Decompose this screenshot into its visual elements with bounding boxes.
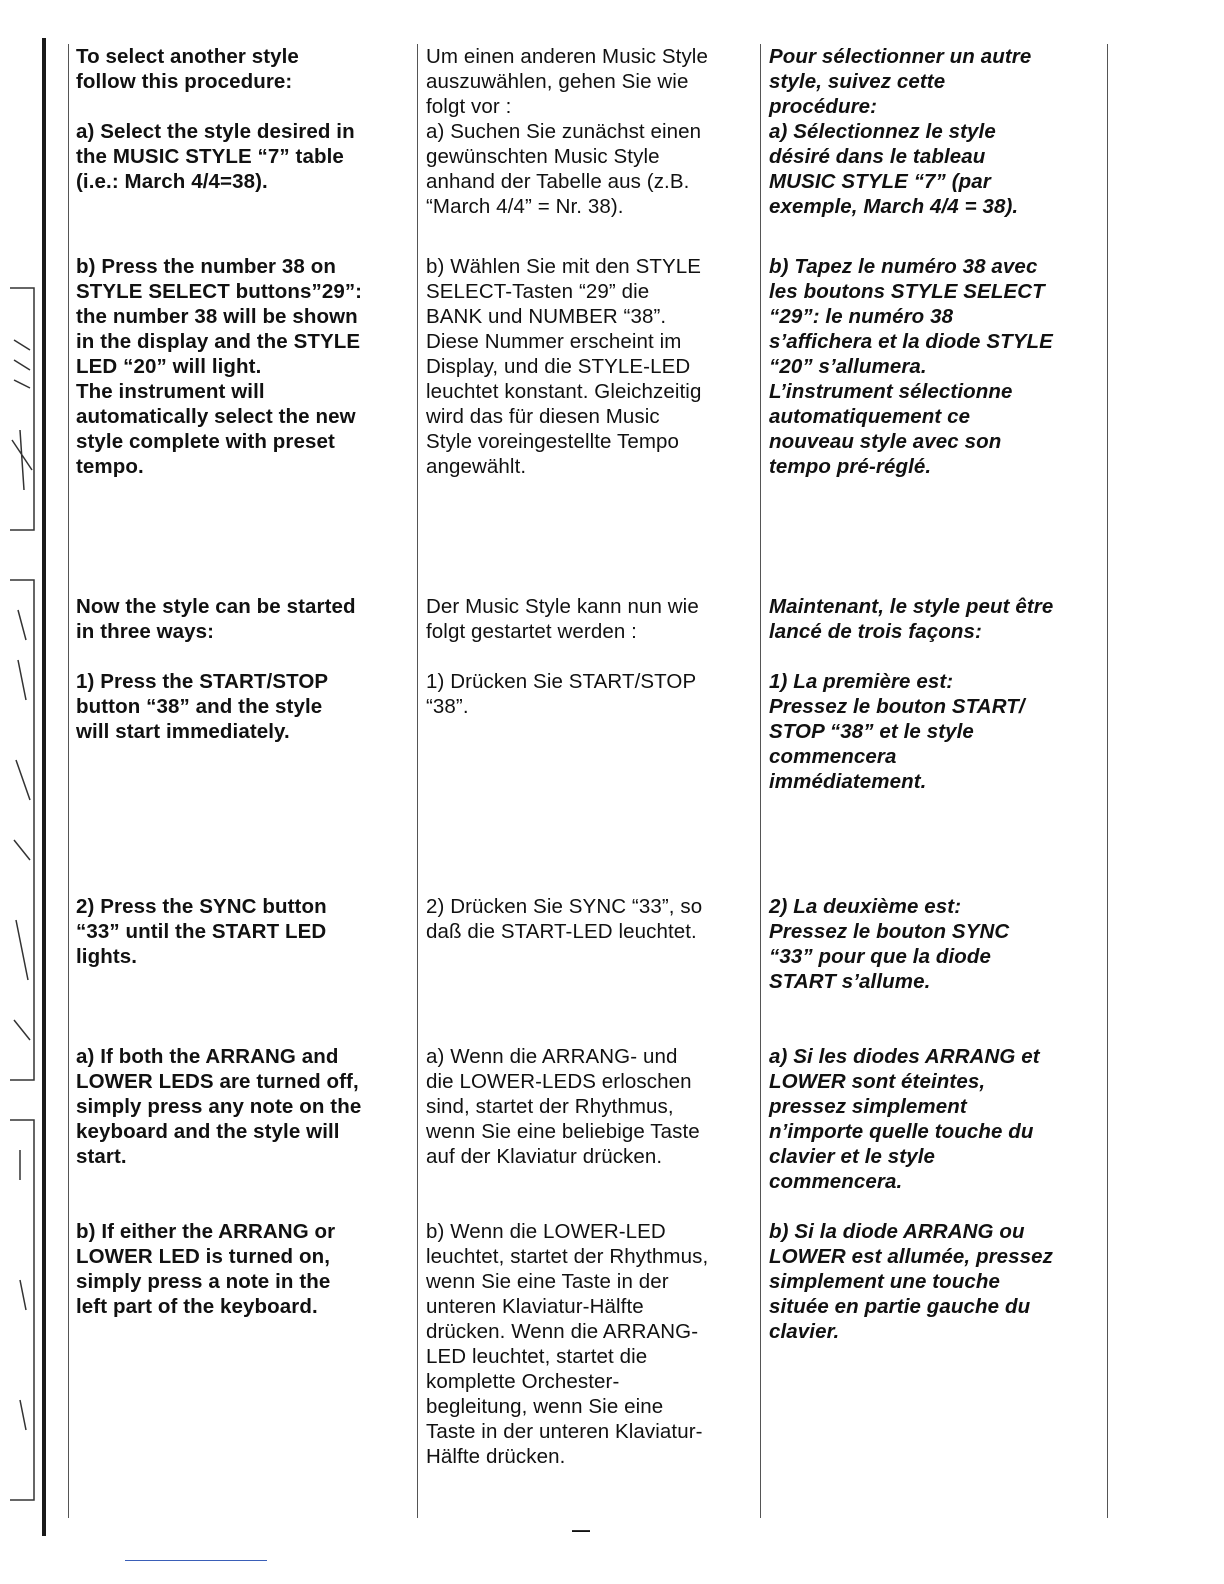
text-line: Pour sélectionner un autre: [769, 45, 1032, 68]
text-line: Pressez le bouton START/: [769, 695, 1025, 718]
text-line: (i.e.: March 4/4=38).: [76, 170, 268, 193]
section-6-french: [769, 1219, 1103, 1344]
text-line: LOWER LED is turned on,: [76, 1245, 330, 1268]
text-line: “33” until the START LED: [76, 920, 327, 943]
text-line: The instrument will: [76, 380, 265, 403]
text-line: L’instrument sélectionne: [769, 380, 1013, 403]
text-line: To select another style: [76, 45, 299, 68]
text-line: Now the style can be started: [76, 595, 356, 618]
text-line: folgt gestartet werden :: [426, 620, 637, 643]
text-line: anhand der Tabelle aus (z.B.: [426, 170, 690, 193]
text-line: désiré dans le tableau: [769, 145, 986, 168]
text-line: LOWER sont éteintes,: [769, 1070, 986, 1093]
text-line: angewählt.: [426, 455, 527, 478]
text-line: Um einen anderen Music Style: [426, 45, 708, 68]
section-3-english: [76, 594, 410, 744]
section-2-english: [76, 254, 410, 479]
page-number: —: [572, 1520, 590, 1540]
text-line: wenn Sie eine Taste in der: [426, 1270, 669, 1293]
text-line: Maintenant, le style peut être: [769, 595, 1054, 618]
section-5-german: [426, 1044, 756, 1169]
text-line: LED “20” will light.: [76, 355, 262, 378]
text-line: [76, 644, 410, 669]
text-line: Style voreingestellte Tempo: [426, 430, 680, 453]
text-line: START s’allume.: [769, 970, 931, 993]
text-line: STOP “38” et le style: [769, 720, 974, 743]
text-line: lights.: [76, 945, 138, 968]
text-line: will start immediately.: [76, 720, 290, 743]
text-line: BANK und NUMBER “38”.: [426, 305, 667, 328]
text-line: gewünschten Music Style: [426, 145, 660, 168]
text-line: the number 38 will be shown: [76, 305, 358, 328]
text-line: a) Select the style desired in: [76, 120, 355, 143]
text-line: unteren Klaviatur-Hälfte: [426, 1295, 644, 1318]
text-line: daß die START-LED leuchtet.: [426, 920, 697, 943]
section-6-english: [76, 1219, 410, 1319]
text-line: begleitung, wenn Sie eine: [426, 1395, 664, 1418]
text-line: style, suivez cette: [769, 70, 946, 93]
text-line: [769, 644, 1103, 669]
text-line: wird das für diesen Music: [426, 405, 660, 428]
text-line: “33” pour que la diode: [769, 945, 992, 968]
text-line: 2) La deuxième est:: [769, 895, 962, 918]
text-line: SELECT-Tasten “29” die: [426, 280, 650, 303]
text-line: 1) Drücken Sie START/STOP: [426, 670, 697, 693]
text-line: a) If both the ARRANG and: [76, 1045, 339, 1068]
text-line: sind, startet der Rhythmus,: [426, 1095, 674, 1118]
text-line: b) Press the number 38 on: [76, 255, 336, 278]
text-line: wenn Sie eine beliebige Taste: [426, 1120, 700, 1143]
section-1-french: [769, 44, 1103, 219]
text-line: “March 4/4” = Nr. 38).: [426, 195, 624, 218]
text-line: pressez simplement: [769, 1095, 967, 1118]
text-line: b) Wenn die LOWER-LED: [426, 1220, 666, 1243]
text-line: leuchtet konstant. Gleichzeitig: [426, 380, 702, 403]
text-line: n’importe quelle touche du: [769, 1120, 1034, 1143]
text-line: b) Si la diode ARRANG ou: [769, 1220, 1025, 1243]
text-line: 1) Press the START/STOP: [76, 670, 329, 693]
section-5-english: [76, 1044, 410, 1169]
text-line: tempo pré-réglé.: [769, 455, 932, 478]
column-divider-4: [1107, 44, 1108, 1518]
text-line: clavier.: [769, 1320, 840, 1343]
text-line: the MUSIC STYLE “7” table: [76, 145, 344, 168]
left-margin-rule: [42, 38, 46, 1536]
section-1-german: [426, 44, 756, 219]
text-line: in three ways:: [76, 620, 215, 643]
column-divider-1: [68, 44, 69, 1518]
text-line: s’affichera et la diode STYLE: [769, 330, 1053, 353]
text-line: simply press a note in the: [76, 1270, 331, 1293]
column-divider-2: [417, 44, 418, 1518]
text-line: 2) Drücken Sie SYNC “33”, so: [426, 895, 703, 918]
text-line: LED leuchtet, startet die: [426, 1345, 648, 1368]
text-line: b) Wählen Sie mit den STYLE: [426, 255, 702, 278]
text-line: die LOWER-LEDS erloschen: [426, 1070, 692, 1093]
text-line: [426, 644, 756, 669]
text-line: nouveau style avec son: [769, 430, 1002, 453]
section-4-english: [76, 894, 410, 969]
text-line: lancé de trois façons:: [769, 620, 982, 643]
text-line: “29”: le numéro 38: [769, 305, 954, 328]
text-line: a) Suchen Sie zunächst einen: [426, 120, 702, 143]
text-line: commencera: [769, 745, 897, 768]
text-line: Pressez le bouton SYNC: [769, 920, 1010, 943]
text-line: Taste in der unteren Klaviatur-: [426, 1420, 703, 1443]
section-3-french: [769, 594, 1103, 794]
text-line: située en partie gauche du: [769, 1295, 1031, 1318]
text-line: drücken. Wenn die ARRANG-: [426, 1320, 699, 1343]
text-line: STYLE SELECT buttons”29”:: [76, 280, 363, 303]
column-divider-3: [760, 44, 761, 1518]
text-line: MUSIC STYLE “7” (par: [769, 170, 991, 193]
text-line: exemple, March 4/4 = 38).: [769, 195, 1019, 218]
text-line: automatically select the new: [76, 405, 356, 428]
text-line: left part of the keyboard.: [76, 1295, 318, 1318]
text-line: Hälfte drücken.: [426, 1445, 566, 1468]
section-3-german: [426, 594, 756, 719]
text-line: 2) Press the SYNC button: [76, 895, 327, 918]
text-line: clavier et le style: [769, 1145, 936, 1168]
text-line: auszuwählen, gehen Sie wie: [426, 70, 689, 93]
text-line: automatiquement ce: [769, 405, 971, 428]
text-line: “20” s’allumera.: [769, 355, 927, 378]
text-line: b) Tapez le numéro 38 avec: [769, 255, 1038, 278]
text-line: immédiatement.: [769, 770, 927, 793]
section-2-german: [426, 254, 756, 479]
text-line: folgt vor :: [426, 95, 512, 118]
section-1-english: [76, 44, 410, 194]
section-4-french: [769, 894, 1103, 994]
text-line: Diese Nummer erscheint im: [426, 330, 682, 353]
text-line: Display, und die STYLE-LED: [426, 355, 691, 378]
text-line: button “38” and the style: [76, 695, 323, 718]
text-line: “38”.: [426, 695, 469, 718]
text-line: komplette Orchester-: [426, 1370, 620, 1393]
text-line: follow this procedure:: [76, 70, 293, 93]
text-line: [76, 94, 410, 119]
binding-edge-marks: [0, 280, 40, 1520]
text-line: simplement une touche: [769, 1270, 1001, 1293]
text-line: keyboard and the style will: [76, 1120, 340, 1143]
text-line: auf der Klaviatur drücken.: [426, 1145, 663, 1168]
text-line: simply press any note on the: [76, 1095, 362, 1118]
text-line: tempo.: [76, 455, 144, 478]
text-line: commencera.: [769, 1170, 903, 1193]
text-line: LOWER est allumée, pressez: [769, 1245, 1054, 1268]
text-line: a) Sélectionnez le style: [769, 120, 996, 143]
text-line: a) Wenn die ARRANG- und: [426, 1045, 678, 1068]
text-line: b) If either the ARRANG or: [76, 1220, 336, 1243]
text-line: leuchtet, startet der Rhythmus,: [426, 1245, 709, 1268]
section-6-german: [426, 1219, 756, 1469]
text-line: 1) La première est:: [769, 670, 954, 693]
text-line: start.: [76, 1145, 127, 1168]
text-line: Der Music Style kann nun wie: [426, 595, 699, 618]
text-line: procédure:: [769, 95, 878, 118]
section-2-french: [769, 254, 1103, 479]
footer-line: [125, 1560, 267, 1561]
text-line: les boutons STYLE SELECT: [769, 280, 1045, 303]
section-4-german: [426, 894, 756, 944]
text-line: LOWER LEDS are turned off,: [76, 1070, 359, 1093]
text-line: in the display and the STYLE: [76, 330, 361, 353]
section-5-french: [769, 1044, 1103, 1194]
text-line: style complete with preset: [76, 430, 335, 453]
text-line: a) Si les diodes ARRANG et: [769, 1045, 1040, 1068]
